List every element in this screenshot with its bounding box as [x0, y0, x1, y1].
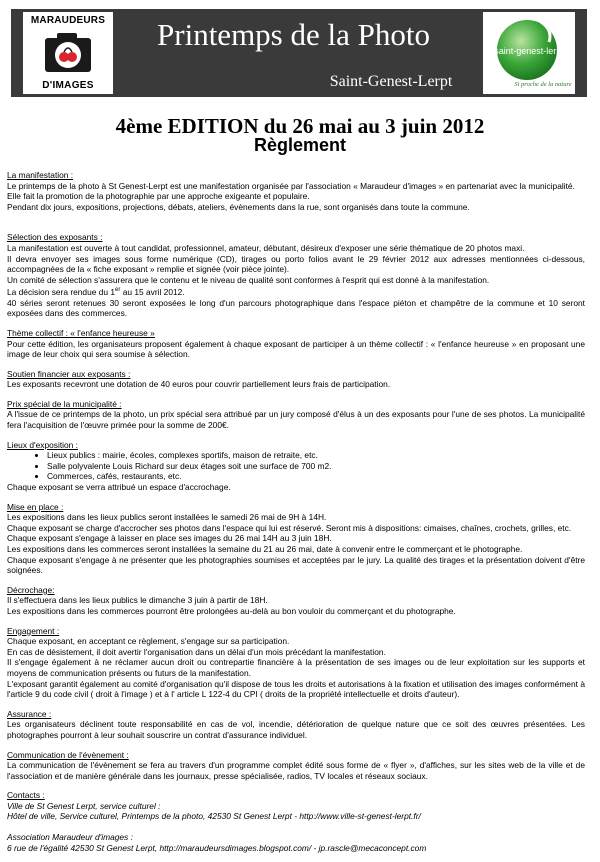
- maraudeurs-logo: [23, 12, 113, 94]
- list-item: • Commerces, cafés, restaurants, etc.: [47, 471, 585, 482]
- contact-line: Hôtel de ville, Service culturel, Printemps de la photo, 42530 St Genest Lerpt - http://www.ville-st-genest-lerpt.fr/: [7, 811, 421, 822]
- logo-left-bottom-text: D'IMAGES: [42, 80, 94, 91]
- contact-line: 6 rue de l'égalité 42530 St Genest Lerpt, http://maraudeursdimages.blogspot.com/ - jp.rascle@mecaconcept.com: [7, 842, 427, 853]
- section-heading: Soutien financier aux exposants :: [7, 368, 131, 379]
- section-assurance: [7, 709, 585, 741]
- document-title: Règlement: [253, 135, 347, 155]
- section-decrochage: [7, 585, 585, 617]
- section-manifestation: [7, 170, 585, 212]
- paragraph: La communication de l'évènement se fera au travers d'un programme complet édité sous forme de « flyer », d'affiches, sur les sites web de la ville et de l'association et de manière générale dans les journaux, presse spécialisée, radios, TV locales et réseaux sociaux.: [7, 760, 585, 781]
- section-heading: Contacts :: [7, 790, 45, 801]
- section-heading: Mise en place :: [7, 501, 64, 512]
- camera-icon: [43, 30, 93, 74]
- section-soutien: [7, 369, 585, 390]
- section-mise-en-place: [7, 502, 585, 576]
- decision-text-b: au 15 avril 2012.: [120, 287, 185, 298]
- paragraph: Il devra envoyer ses images sous forme numérique (CD), tirages ou porto folios avant le 29 février 2012 aux adresses mentionnées ci-dessous, accompagnées de la « fiche exposant » remplie et signée (voir pièce jointe).: [7, 253, 585, 275]
- contact-line: Ville de St Genest Lerpt, service culturel :: [7, 800, 161, 811]
- section-communication: [7, 750, 585, 782]
- paragraph: Le printemps de la photo à St Genest-Lerpt est une manifestation organisée par l'association « Maraudeur d'images » en partenariat avec la municipalité.: [7, 180, 575, 191]
- document-body: [7, 170, 585, 862]
- section-heading: Assurance :: [7, 708, 52, 719]
- contact-line: Association Maraudeur d'images :: [7, 832, 133, 843]
- list-item: • Salle polyvalente Louis Richard sur deux étages soit une surface de 700 m2.: [47, 461, 585, 472]
- section-theme: [7, 328, 585, 360]
- header-banner: [11, 9, 587, 97]
- section-prix: [7, 399, 585, 431]
- paragraph: [7, 285, 585, 297]
- paragraph: Les expositions dans les commerces pourront être prolongées au-delà au bon vouloir du commerçant et du photographe.: [7, 605, 456, 616]
- section-heading: La manifestation :: [7, 170, 74, 180]
- decision-text-a: La décision sera rendue du 1: [7, 287, 116, 298]
- edition-heading: 4ème EDITION du 26 mai au 3 juin 2012: [115, 114, 485, 138]
- paragraph: Les expositions dans les lieux publics seront installées le samedi 26 mai de 9H à 14H.: [7, 512, 327, 523]
- list-item: • Lieux publics : mairie, écoles, complexes sportifs, maison de retraite, etc.: [47, 450, 585, 461]
- paragraph: Chaque exposant s'engage à laisser en place ses images du 26 mai 14H au 3 juin 18H.: [7, 533, 332, 544]
- paragraph: Chaque exposant se charge d'accrocher ses photos dans l'espace qui lui est réservé. Seront mis à dispositions: cimaises, chaînes, crochets, grilles, etc.: [7, 522, 572, 533]
- paragraph: L'exposant garantit également au comité d'organisation qu'il dispose de tous les droits et autorisations à la fixation et utilisation des images conformément à l'article 9 du code civil ( droit à l'image ) et à l' article L 122-4 du CPI ( droits de la propriété intellectuelle et droits d'auteur).: [7, 678, 585, 700]
- logo-right-tagline: Si proche de la nature: [514, 81, 572, 88]
- page-title: Printemps de la Photo: [157, 17, 430, 52]
- section-heading: Lieux d'exposition :: [7, 439, 78, 450]
- section-heading: Communication de l'évènement :: [7, 749, 129, 760]
- section-heading: Sélection des exposants :: [7, 232, 103, 243]
- section-heading: Engagement :: [7, 625, 60, 636]
- logo-left-top-text: MARAUDEURS: [30, 15, 106, 26]
- paragraph: Il s'engage également à ne réclamer aucun droit ou contrepartie financière à la présentation de ses images ou de leur exploitation sur les supports et moyens de communication présents ou futurs de la manifestation.: [7, 657, 585, 678]
- page-subtitle: Saint-Genest-Lerpt: [329, 73, 453, 90]
- town-logo: [483, 12, 575, 94]
- paragraph: Pour cette édition, les organisateurs proposent également à chaque exposant de participer à un thème collectif : « l'enfance heureuse » en proposant une image de leur choix qui sera soumise à sélection.: [7, 338, 585, 360]
- paragraph: Les exposants recevront une dotation de 40 euros pour couvrir partiellement leurs frais de participation.: [7, 379, 391, 390]
- paragraph: Un comité de sélection s'assurera que le contenu et le niveau de qualité sont conformes à l'esprit qui est donné à la manifestation.: [7, 274, 490, 285]
- decision-sup: er: [115, 287, 121, 294]
- paragraph: Il s'effectuera dans les lieux publics le dimanche 3 juin à partir de 18H.: [7, 595, 268, 606]
- paragraph: Elle fait la promotion de la photographie par une approche exigeante et populaire.: [7, 191, 310, 202]
- section-heading: Décrochage:: [7, 584, 55, 595]
- paragraph: La manifestation est ouverte à tout candidat, professionnel, amateur, débutant, désireux d'exposer une série thématique de 20 photos maxi.: [7, 242, 525, 253]
- section-contacts: [7, 790, 585, 853]
- venue-list: [7, 450, 585, 482]
- paragraph: A l'issue de ce printemps de la photo, un prix spécial sera attribué par un jury composé d'élus à un des exposants pour l'une de ses photos. La municipalité fera l'acquisition de l'œuvre primée pour la somme de 200€.: [7, 409, 585, 431]
- section-engagement: [7, 626, 585, 700]
- paragraph: Les organisateurs déclinent toute responsabilité en cas de vol, incendie, détérioration de quelque nature que ce soit des œuvres présentées. Les photographes pourront à leur souhait souscrire un contrat d'assurance individuel.: [7, 719, 585, 740]
- paragraph: En cas de désistement, il doit avertir l'organisation dans un délai d'un mois précédant la manifestation.: [7, 646, 386, 657]
- section-heading: Thème collectif : « l'enfance heureuse »: [7, 327, 155, 338]
- paragraph: Chaque exposant s'engage à ne présenter que les photographies soumises et acceptées par le jury. La qualité des tirages et la présentation doivent d'être soignées.: [7, 554, 585, 576]
- globe-icon: [483, 12, 575, 94]
- paragraph: Chaque exposant se verra attribué un espace d'accrochage.: [7, 482, 231, 493]
- section-lieux: [7, 440, 585, 493]
- paragraph: Les expositions dans les commerces seront installées la semaine du 21 au 26 mai, date à convenir entre le commerçant et le photographe.: [7, 544, 523, 555]
- section-selection: [7, 232, 585, 319]
- paragraph: Chaque exposant, en acceptant ce règlement, s'engage sur sa participation.: [7, 636, 290, 647]
- paragraph: 40 séries seront retenues 30 seront exposées le long d'un parcours photographique dans l'espace piéton et champêtre de la commune et 10 seront exposées dans des commerces.: [7, 297, 585, 319]
- paragraph: Pendant dix jours, expositions, projections, débats, ateliers, évènements dans la rue, sont organisés dans toute la commune.: [7, 201, 470, 212]
- logo-right-text: saint-genest-lerpt: [494, 46, 564, 56]
- section-heading: Prix spécial de la municipalité :: [7, 398, 122, 409]
